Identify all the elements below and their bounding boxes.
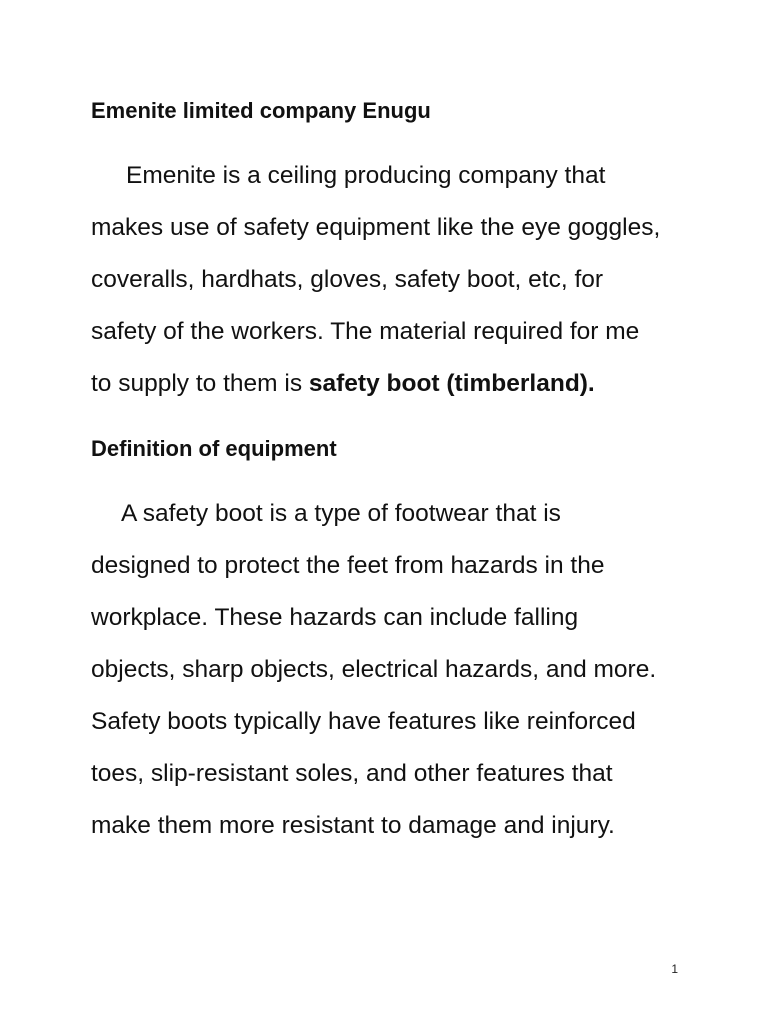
paragraph-line: workplace. These hazards can include falling: [91, 604, 579, 631]
paragraph-line: coveralls, hardhats, gloves, safety boot, etc, for: [91, 266, 604, 293]
paragraph-line: makes use of safety equipment like the eye goggles,: [91, 214, 661, 241]
paragraph-text: to supply to them is: [91, 370, 309, 397]
paragraph-line: designed to protect the feet from hazards in the: [91, 552, 605, 579]
company-heading: Emenite limited company Enugu: [91, 98, 431, 123]
paragraph-line: safety of the workers. The material required for me: [91, 318, 640, 345]
paragraph-line: A safety boot is a type of footwear that is: [121, 500, 561, 527]
paragraph-line: [91, 368, 595, 400]
paragraph-line: Emenite is a ceiling producing company that: [126, 162, 606, 189]
page-number: 1: [671, 962, 678, 976]
paragraph-line: Safety boots typically have features like reinforced: [91, 708, 636, 735]
paragraph-line: objects, sharp objects, electrical hazards, and more.: [91, 656, 657, 683]
definition-heading: Definition of equipment: [91, 436, 337, 461]
material-name: safety boot (timberland).: [308, 370, 595, 397]
paragraph-line: toes, slip-resistant soles, and other features that: [91, 760, 613, 787]
paragraph-line: make them more resistant to damage and injury.: [91, 812, 615, 839]
